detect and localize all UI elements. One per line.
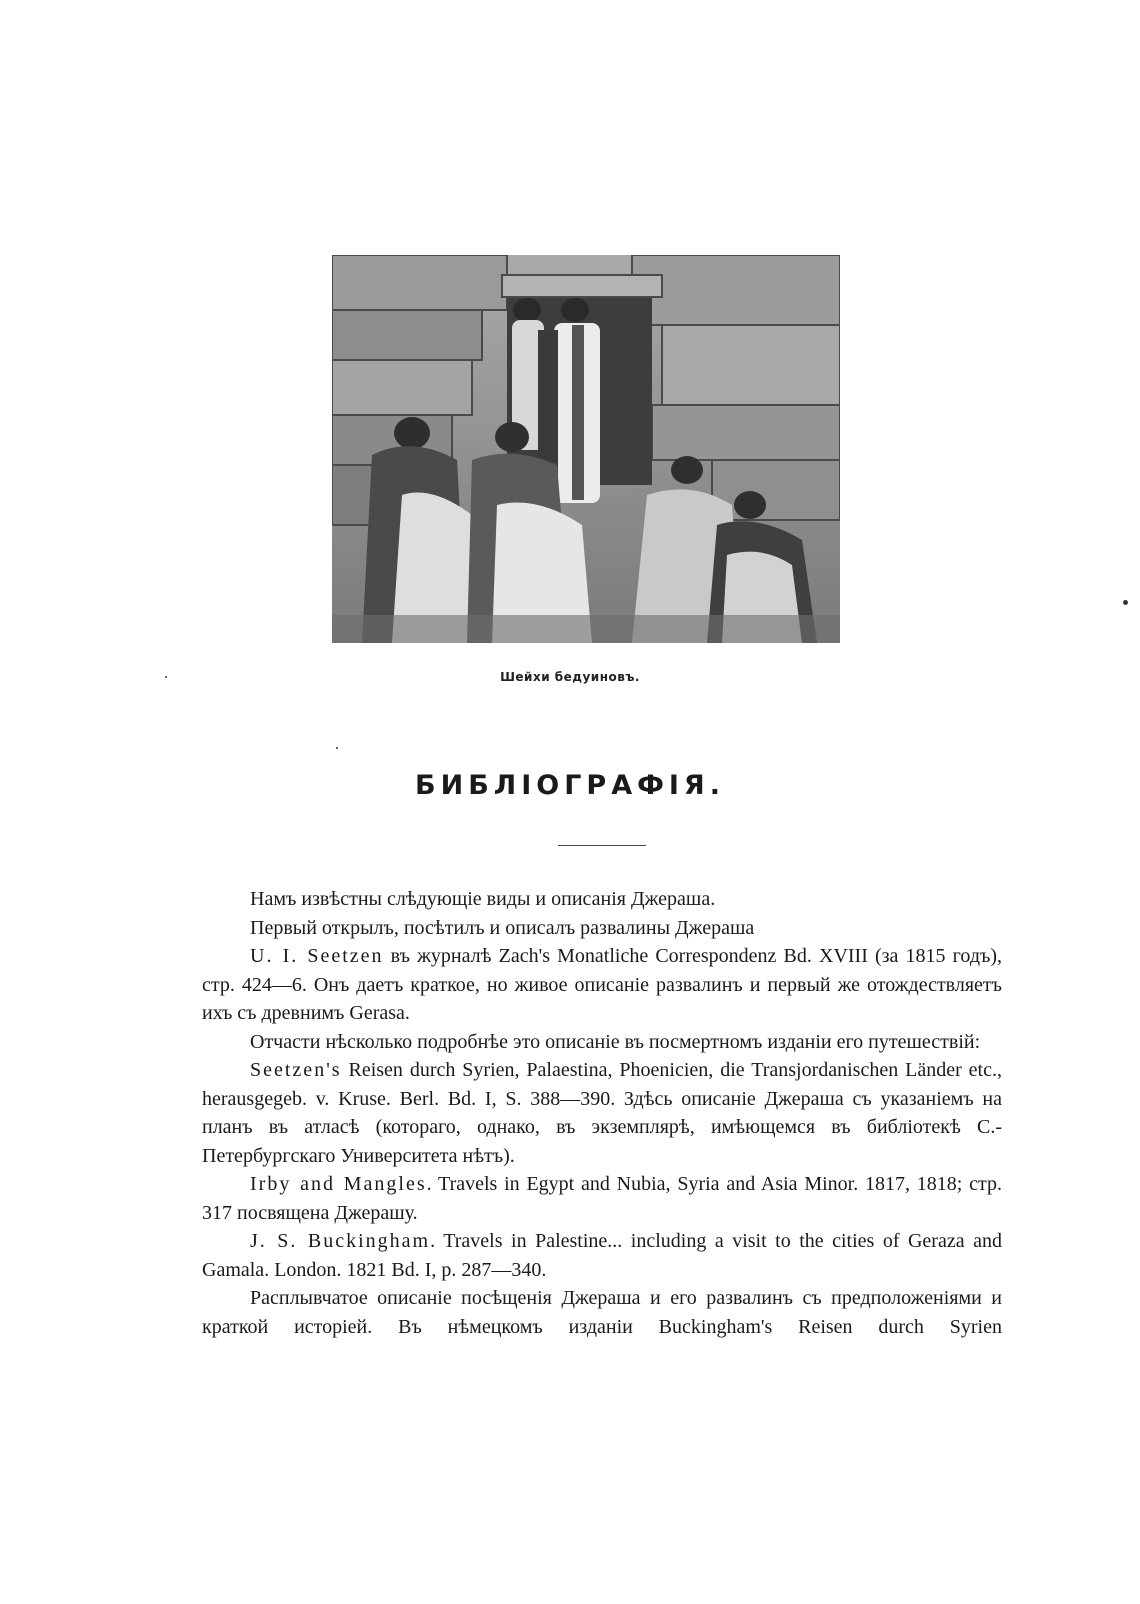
lintel-stone <box>502 275 662 297</box>
paragraph: Первый открылъ, посѣтилъ и описалъ развалины Джераша <box>250 916 755 939</box>
heading-divider <box>558 845 646 846</box>
entry-text: . Travels in Palestine... including a visit to the cities of Geraza and Gamala. London. 1821 Bd. I, p. 287—340. <box>202 1230 1002 1281</box>
author-name: U. I. Seetzen <box>250 945 384 967</box>
paragraph <box>202 1227 1002 1284</box>
author-name: Irby and Mangles <box>250 1173 427 1195</box>
section-heading: БИБЛІОГРАФІЯ. <box>415 770 725 801</box>
author-name: Seetzen's <box>250 1059 342 1081</box>
bedouin-sheikhs-photo <box>332 255 840 643</box>
entry-text: въ журналѣ Zach's Monatliche Correspondenz Bd. XVIII (за 1815 годъ), стр. 424—6. Онъ даетъ краткое, но живое описаніе развалинъ и первый же отождествляетъ ихъ съ древнимъ Gerasa. <box>202 945 1002 1024</box>
author-name: J. S. Buckingham <box>250 1230 431 1252</box>
paragraph: Расплывчатое описаніе посѣщенія Джераша и его развалинъ съ предположеніями и краткой исторіей. Въ нѣмецкомъ изданіи Buckingham's Reisen durch Syrien <box>202 1287 1002 1338</box>
paragraph: Отчасти нѣсколько подробнѣе это описаніе въ посмертномъ изданіи его путешествій: <box>250 1030 981 1053</box>
photo-caption: Шейхи бедуиновъ. <box>500 670 640 684</box>
entry-text: . Travels in Egypt and Nubia, Syria and Asia Minor. 1817, 1818; стр. 317 посвящена Джерашу. <box>202 1173 1002 1224</box>
ink-speck <box>1123 600 1128 605</box>
paragraph <box>202 942 1002 1028</box>
paragraph: Намъ извѣстны слѣдующіе виды и описанія Джераша. <box>250 888 716 910</box>
paragraph <box>202 1056 1002 1170</box>
ground <box>332 615 840 643</box>
bibliography-text <box>202 885 1002 1341</box>
paragraph <box>202 1170 1002 1227</box>
ink-speck <box>165 676 167 678</box>
ink-speck <box>336 747 338 749</box>
entry-text: Reisen durch Syrien, Palaestina, Phoenicien, die Transjordanischen Länder etc., herausgegeb. v. Kruse. Berl. Bd. I, S. 388—390. Здѣсь описаніе Джераша съ указаніемъ на планъ въ атласѣ (котораго, однако, въ экземплярѣ, имѣющемся въ библіотекѣ С.-Петербургскаго Университета нѣтъ). <box>202 1059 1002 1167</box>
photo-illustration <box>332 255 840 643</box>
